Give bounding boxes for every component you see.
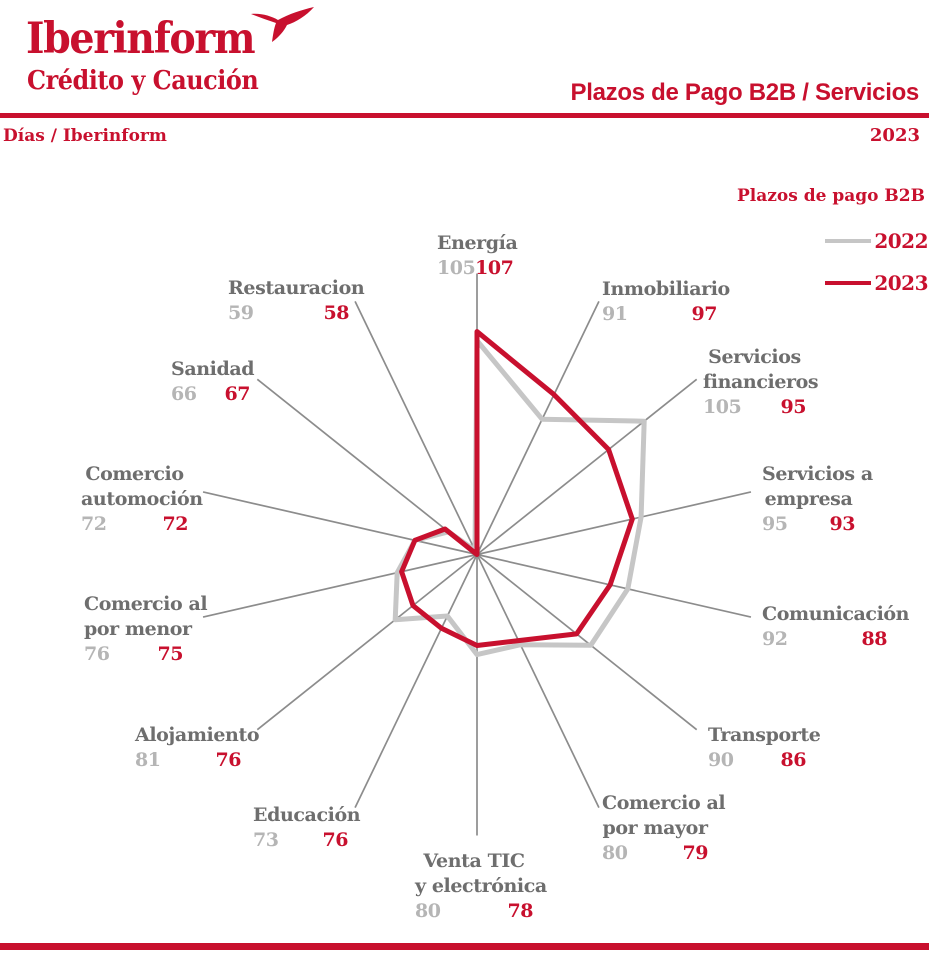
category-name-line: y electrónica <box>415 875 547 897</box>
value-2023: 86 <box>780 749 806 771</box>
category-label-10 <box>84 592 208 667</box>
category-values <box>703 395 806 420</box>
category-name-line: Servicios a <box>762 463 873 485</box>
axis-spoke <box>355 301 477 554</box>
value-2022: 80 <box>415 900 441 922</box>
category-label-13 <box>228 276 365 326</box>
value-2022: 91 <box>602 303 628 325</box>
category-name <box>135 723 260 748</box>
category-name <box>415 849 547 899</box>
category-name <box>602 277 730 302</box>
axis-spoke <box>477 301 599 554</box>
category-name-line: empresa <box>764 488 853 510</box>
value-2022: 90 <box>708 749 734 771</box>
category-label-2 <box>703 345 819 420</box>
value-2023: 95 <box>780 396 806 418</box>
value-2023: 76 <box>215 749 241 771</box>
units-source-label: Días / Iberinform <box>3 126 167 146</box>
category-values <box>253 828 348 853</box>
category-name-line: Energía <box>437 232 518 254</box>
category-values <box>602 302 717 327</box>
category-name <box>228 276 365 301</box>
category-name <box>703 345 819 395</box>
category-values <box>602 841 708 866</box>
category-name <box>762 602 910 627</box>
category-name <box>437 231 518 256</box>
axis-spoke <box>355 555 477 808</box>
logo-subtitle: Crédito y Caución <box>27 66 259 96</box>
value-2023: 72 <box>162 513 188 535</box>
value-2022: 105 <box>437 257 476 279</box>
value-2022: 105 <box>703 396 742 418</box>
category-label-4 <box>762 602 910 652</box>
value-2023: 93 <box>829 513 855 535</box>
category-label-1 <box>602 277 730 327</box>
value-2023: 79 <box>682 842 708 864</box>
category-name-line: Transporte <box>708 724 821 746</box>
category-name-line: por mayor <box>602 817 708 839</box>
category-label-11 <box>81 462 203 537</box>
axis-spoke <box>203 492 477 555</box>
category-values <box>81 512 188 537</box>
category-values <box>762 512 855 537</box>
value-2022: 73 <box>253 829 279 851</box>
category-name-line: Restauracion <box>228 277 365 299</box>
category-label-8 <box>253 803 361 853</box>
axis-spoke <box>203 555 477 618</box>
category-name-line: Comercio al <box>84 593 208 615</box>
category-values <box>135 748 241 773</box>
series-2022-line <box>395 341 644 655</box>
category-label-3 <box>762 462 873 537</box>
category-name-line: automoción <box>81 488 203 510</box>
value-2022: 59 <box>228 302 254 324</box>
category-name-line: Educación <box>253 804 361 826</box>
category-name-line: Comunicación <box>762 603 910 625</box>
value-2023: 67 <box>224 383 250 405</box>
category-name-line: Venta TIC <box>423 850 525 872</box>
category-label-0 <box>437 231 518 281</box>
value-2022: 81 <box>135 749 161 771</box>
category-name-line: Comercio al <box>602 792 726 814</box>
category-label-7 <box>415 849 547 924</box>
category-name-line: por menor <box>84 618 192 640</box>
value-2023: 88 <box>861 628 887 650</box>
category-name <box>171 357 255 382</box>
value-2023: 78 <box>507 900 533 922</box>
category-values <box>708 748 806 773</box>
axis-spoke <box>477 555 599 808</box>
footer-divider <box>0 943 929 950</box>
category-name-line: Inmobiliario <box>602 278 730 300</box>
category-label-6 <box>602 791 726 866</box>
legend-label-2022: 2022 <box>874 229 928 253</box>
category-name-line: Sanidad <box>171 358 255 380</box>
category-name-line: Comercio <box>85 463 184 485</box>
page-title: Plazos de Pago B2B / Servicios <box>570 79 919 106</box>
value-2022: 66 <box>171 383 197 405</box>
legend-label-2023: 2023 <box>874 271 928 295</box>
value-2023: 76 <box>322 829 348 851</box>
value-2023: 75 <box>157 643 183 665</box>
value-2023: 97 <box>691 303 717 325</box>
category-name <box>81 462 203 512</box>
year-label: 2023 <box>869 125 920 146</box>
category-values <box>415 899 533 924</box>
legend-title: Plazos de pago B2B <box>737 186 925 206</box>
category-name-line: financieros <box>703 371 819 393</box>
category-label-12 <box>171 357 255 407</box>
value-2022: 72 <box>81 513 107 535</box>
category-values <box>762 627 887 652</box>
category-name <box>84 592 208 642</box>
value-2022: 80 <box>602 842 628 864</box>
category-label-9 <box>135 723 260 773</box>
value-2022: 76 <box>84 643 110 665</box>
category-values <box>84 642 183 667</box>
category-name <box>602 791 726 841</box>
category-name <box>762 462 873 512</box>
category-name <box>708 723 821 748</box>
category-values <box>437 256 513 281</box>
value-2023: 58 <box>323 302 349 324</box>
category-name-line: Servicios <box>708 346 801 368</box>
value-2022: 92 <box>762 628 788 650</box>
category-values <box>228 301 349 326</box>
category-label-5 <box>708 723 821 773</box>
value-2022: 95 <box>762 513 788 535</box>
logo-text: Iberinform <box>26 14 255 64</box>
value-2023: 107 <box>475 257 514 279</box>
series-2023-line <box>402 332 633 646</box>
axis-spoke <box>477 379 697 554</box>
axis-spoke <box>257 555 477 730</box>
category-name <box>253 803 361 828</box>
axis-spoke <box>477 492 751 555</box>
category-values <box>171 382 250 407</box>
category-name-line: Alojamiento <box>135 724 260 746</box>
